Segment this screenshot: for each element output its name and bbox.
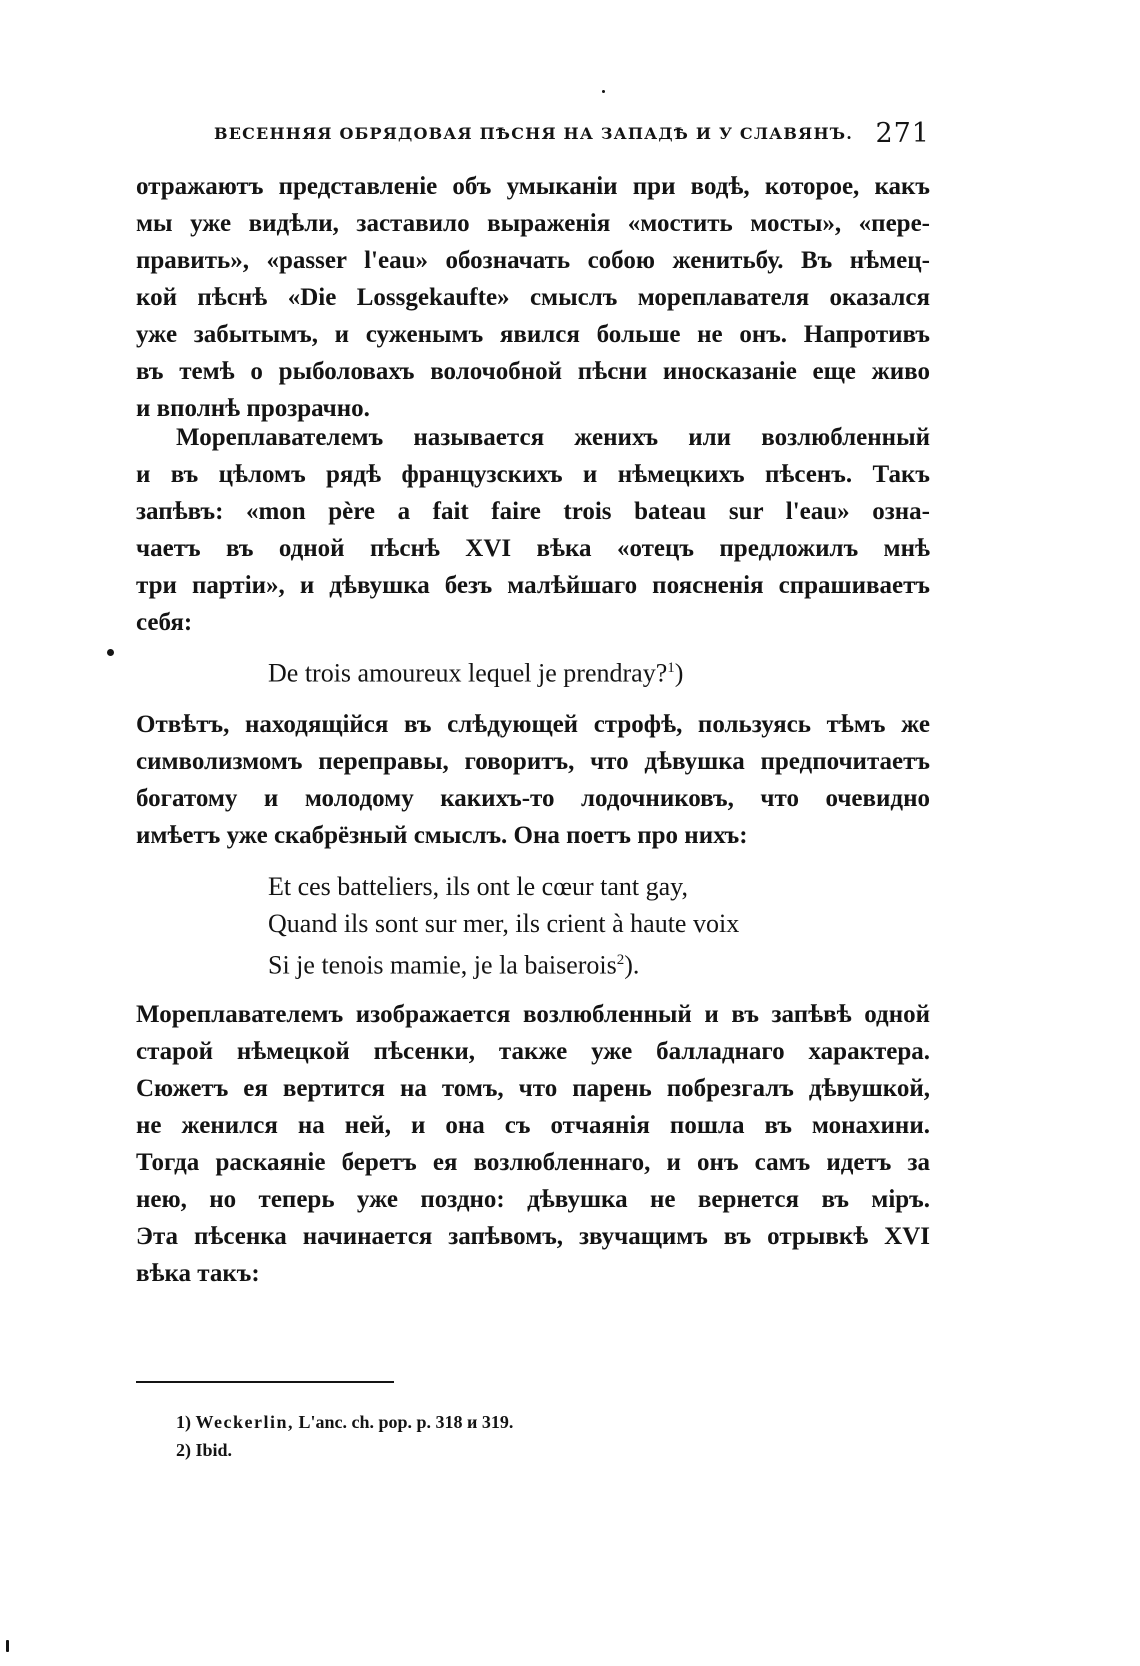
verse-quote-1 — [268, 650, 683, 687]
text-line: богатому и молодому какихъ-то лодочниковъ, что очевидно — [136, 785, 930, 812]
verse-line: Et ces batteliers, ils ont le cœur tant gay, — [268, 872, 688, 901]
text-line: не женился на ней, и она съ отчаянія пошла въ монахини. — [136, 1112, 930, 1139]
text-line: кой пѣснѣ «Die Lossgekaufte» смыслъ мореплавателя оказался — [136, 284, 930, 311]
paragraph-1 — [136, 168, 930, 427]
footnote-number: 1) — [176, 1412, 191, 1432]
text-line: и вполнѣ прозрачно. — [136, 395, 370, 422]
ink-spot — [107, 649, 114, 656]
text-line: нею, но теперь уже поздно: дѣвушка не вернется въ міръ. — [136, 1186, 930, 1213]
text-line: Мореплавателемъ изображается возлюбленный и въ запѣвѣ одной — [136, 1001, 930, 1028]
verse-text: De trois amoureux lequel je prendray? — [268, 658, 668, 688]
paragraph-3 — [136, 706, 930, 854]
text-line: въ темѣ о рыболовахъ волочобной пѣсни иносказаніе еще живо — [136, 358, 930, 385]
paragraph-4 — [136, 996, 930, 1292]
text-line: чаетъ въ одной пѣснѣ XVI вѣка «отецъ предложилъ мнѣ — [136, 535, 930, 562]
verse-close: ) — [674, 658, 684, 688]
footnote-ref: 2 — [616, 952, 625, 968]
running-title: ВЕСЕННЯЯ ОБРЯДОВАЯ ПѢСНЯ НА ЗАПАДѢ И У СЛАВЯНЪ. — [214, 124, 854, 143]
verse-text: Si je tenois mamie, je la baiserois — [268, 950, 617, 980]
text-line: имѣетъ уже скабрёзный смыслъ. Она поетъ про нихъ: — [136, 822, 748, 849]
text-line: Отвѣтъ, находящійся въ слѣдующей строфѣ, пользуясь тѣмъ же — [136, 711, 930, 738]
running-header — [214, 118, 930, 154]
text-line: себя: — [136, 609, 193, 636]
text-line: Эта пѣсенка начинается запѣвомъ, звучащимъ въ отрывкѣ XVI — [136, 1223, 930, 1250]
text-line: Сюжетъ ея вертится на томъ, что парень побрезгалъ дѣвушкой, — [136, 1075, 930, 1102]
text-line: мы уже видѣли, заставило выраженія «мостить мосты», «пере- — [136, 210, 930, 237]
verse-line: Quand ils sont sur mer, ils crient à haute voix — [268, 909, 740, 938]
text-line: уже забытымъ, и суженымъ явился больше не онъ. Напротивъ — [136, 321, 930, 348]
verse-line — [268, 650, 683, 687]
text-line: и въ цѣломъ рядѣ французскихъ и нѣмецкихъ пѣсенъ. Такъ — [136, 461, 930, 488]
paragraph-2 — [136, 419, 930, 641]
text-line: Тогда раскаяніе беретъ ея возлюбленнаго, и онъ самъ идетъ за — [136, 1149, 930, 1176]
footnote-text: L'anc. ch. pop. p. 318 и 319. — [298, 1412, 514, 1432]
page-number: 271 — [875, 118, 930, 149]
text-line: запѣвъ: «mon père a fait faire trois bateau sur l'eau» озна- — [136, 498, 930, 525]
footnote-2 — [176, 1436, 513, 1464]
footnote-divider — [136, 1381, 394, 1383]
footnote-author: Weckerlin, — [195, 1412, 294, 1432]
footnote-1 — [176, 1408, 513, 1436]
text-line: три партіи», и дѣвушка безъ малѣйшаго поясненія спрашиваетъ — [136, 572, 930, 599]
footnotes — [176, 1408, 513, 1464]
verse-close: ). — [624, 950, 640, 980]
text-line: править», «passer l'eau» обозначать собою женитьбу. Въ нѣмец- — [136, 247, 930, 274]
text-line: старой нѣмецкой пѣсенки, также уже балладнаго характера. — [136, 1038, 930, 1065]
ink-spot — [602, 90, 605, 93]
footnote-number: 2) — [176, 1440, 191, 1460]
footnote-ref: 1 — [667, 660, 675, 676]
text-line: Мореплавателемъ называется женихъ или возлюбленный — [176, 424, 930, 451]
text-line: отражаютъ представленіе объ умыканіи при водѣ, которое, какъ — [136, 173, 930, 200]
verse-line — [268, 942, 739, 979]
verse-quote-2 — [268, 868, 739, 979]
scan-edge-mark — [6, 1640, 9, 1652]
text-line: вѣка такъ: — [136, 1260, 260, 1287]
footnote-text: Ibid. — [195, 1440, 233, 1460]
text-line: символизмомъ переправы, говоритъ, что дѣвушка предпочитаетъ — [136, 748, 930, 775]
